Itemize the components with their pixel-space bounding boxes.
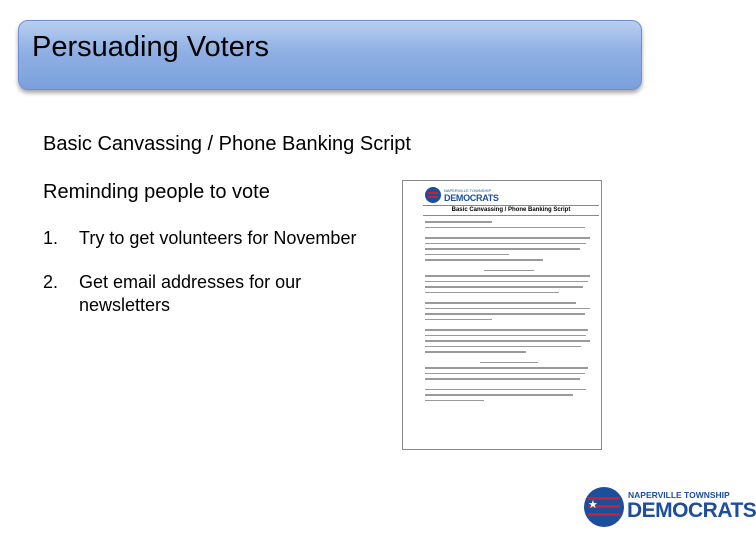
slide-title: Persuading Voters xyxy=(32,31,269,63)
list-text: Get email addresses for our newsletters xyxy=(79,272,302,315)
logo-township: NAPERVILLE TOWNSHIP xyxy=(628,490,730,500)
script-heading: Basic Canvassing / Phone Banking Script xyxy=(43,133,411,155)
document-header: Basic Canvassing / Phone Banking Script xyxy=(423,205,599,216)
numbered-list xyxy=(43,227,383,338)
script-document-thumbnail xyxy=(402,180,602,450)
document-body-lines xyxy=(425,221,593,405)
document-logo-line1: NAPERVILLE TOWNSHIP xyxy=(444,188,492,193)
star-icon: ★ xyxy=(588,499,598,511)
list-text: Try to get volunteers for November xyxy=(79,228,357,248)
title-bar xyxy=(18,20,642,90)
reminder-heading: Reminding people to vote xyxy=(43,181,270,203)
list-item xyxy=(43,227,383,250)
seal-icon xyxy=(584,487,624,527)
logo-democrats: DEMOCRATS xyxy=(627,499,756,522)
list-item xyxy=(43,271,383,317)
list-number: 2. xyxy=(43,272,59,292)
document-logo-line2: DEMOCRATS xyxy=(444,193,499,203)
document-logo xyxy=(425,187,499,205)
document-seal-icon xyxy=(425,187,441,203)
naperville-democrats-logo xyxy=(584,486,756,530)
list-number: 1. xyxy=(43,228,59,248)
